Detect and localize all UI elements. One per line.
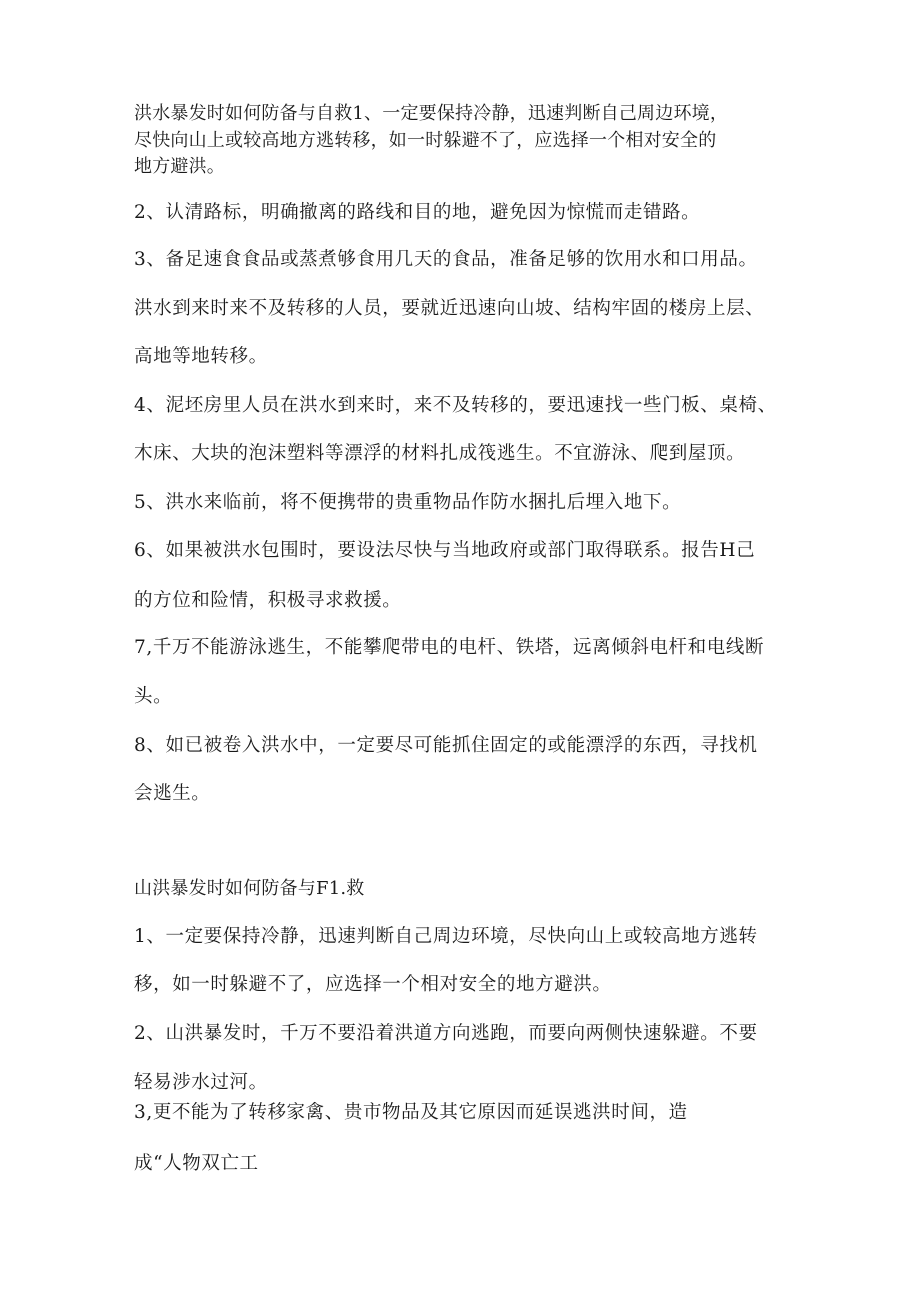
section1-item-3-line-2: 洪水到来时来不及转移的人员，要就近迅速向山坡、结构牢固的楼房上层、 xyxy=(134,298,765,319)
section2-heading: 山洪暴发时如何防备与F1.救 xyxy=(134,878,365,899)
section2-item-3-line-2: 成“人物双亡工 xyxy=(134,1153,259,1174)
section1-item-8-line-2: 会逃生。 xyxy=(134,783,211,804)
section2-item-3-line-1: 3,更不能为了转移家禽、贵市物品及其它原因而延误逃洪时间，造 xyxy=(134,1102,688,1123)
section1-item-2: 2、认清路标，明确撤离的路线和目的地，避免因为惊慌而走错路。 xyxy=(134,202,701,223)
section2-item-2-line-2: 轻易涉水过河。 xyxy=(134,1072,268,1093)
section1-item-4-line-2: 木床、大块的泡沫塑料等漂浮的材料扎成筏逃生。不宜游泳、爬到屋顶。 xyxy=(134,443,746,464)
section1-item-3-line-3: 高地等地转移。 xyxy=(134,346,268,367)
section1-item-7-line-2: 头。 xyxy=(134,686,173,707)
section1-intro-line-2: 尽快向山上或较高地方逃转移，如一时躲避不了，应选择一个相对安全的 xyxy=(134,130,717,151)
section1-intro-line-1: 洪水暴发时如何防备与自救1、一定要保持冷静，迅速判断自己周边环境， xyxy=(134,103,729,124)
section1-intro-line-3: 地方避洪。 xyxy=(134,156,225,177)
section1-item-7-line-1: 7,千万不能游泳逃生，不能攀爬带电的电杆、铁塔，远离倾斜电杆和电线断 xyxy=(134,637,765,658)
section1-item-3-line-1: 3、备足速食食品或蒸煮够食用几天的食品，准备足够的饮用水和口用品。 xyxy=(134,249,758,270)
section1-item-5: 5、洪水来临前，将不便携带的贵重物品作防水捆扎后埋入地下。 xyxy=(134,492,682,513)
section1-item-4-line-1: 4、泥坯房里人员在洪水到来时，来不及转移的，要迅速找一些门板、桌椅、 xyxy=(134,395,777,416)
section1-item-8-line-1: 8、如已被卷入洪水中，一定要尽可能抓住固定的或能漂浮的东西，寻找机 xyxy=(134,735,758,756)
section2-item-2-line-1: 2、山洪暴发时，千万不要沿着洪道方向逃跑，而要向两侧快速躲避。不要 xyxy=(134,1023,758,1044)
section1-item-6-line-2: 的方位和险情，积极寻求救援。 xyxy=(134,590,402,611)
section2-item-1-line-1: 1、一定要保持冷静，迅速判断自己周边环境，尽快向山上或较高地方逃转 xyxy=(134,926,758,947)
section2-item-1-line-2: 移，如一时躲避不了，应选择一个相对安全的地方避洪。 xyxy=(134,974,612,995)
section1-item-6-line-1: 6、如果被洪水包围时，要设法尽快与当地政府或部门取得联系。报告H己 xyxy=(134,540,756,561)
